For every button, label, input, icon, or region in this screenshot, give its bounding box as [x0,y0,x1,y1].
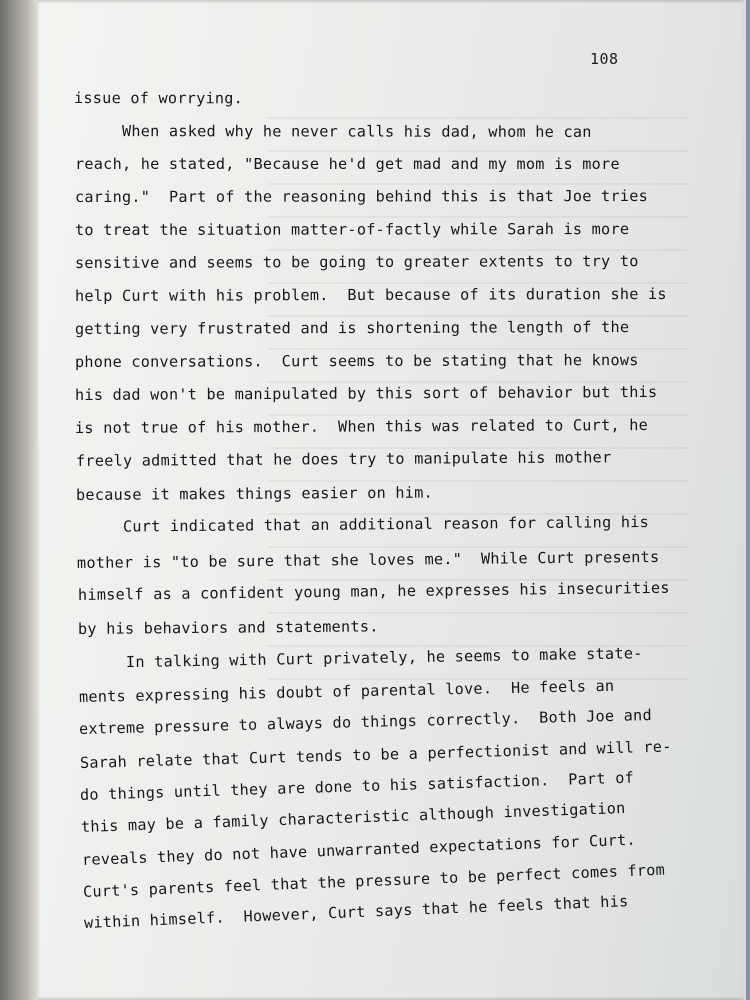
text-line: mother is "to be sure that she loves me." While Curt presents [76,547,660,572]
text-line: extreme pressure to always do things correctly. Both Joe and [78,706,653,738]
text-line: freely admitted that he does try to manipulate his mother [75,448,612,470]
text-line: himself as a confident young man, he expresses his insecurities [77,578,670,604]
text-line: When asked why he never calls his dad, whom he can [74,122,592,141]
text-line: ments expressing his doubt of parental love. He feels an [78,676,615,706]
text-line: getting very frustrated and is shortening the length of the [74,318,630,338]
text-line: In talking with Curt privately, he seems to make state- [78,644,643,672]
text-line: by his behaviors and statements. [77,617,379,638]
document-page [38,0,746,1000]
text-line: Curt's parents feel that the pressure to be perfect comes from [82,860,666,901]
text-line: caring." Part of the reasoning behind this is that Joe tries [74,186,649,206]
text-line: to treat the situation matter-of-factly while Sarah is more [74,220,630,239]
page-edge [740,0,746,1000]
text-line: Sarah relate that Curt tends to be a perfectionist and will re- [79,737,672,772]
text-line: because it makes things easier on him. [75,483,434,504]
text-line: this may be a family characteristic although investigation [80,798,626,836]
text-line: his dad won't be manipulated by this sort of behavior but this [74,382,658,404]
text-line: phone conversations. Curt seems to be stating that he knows [74,351,639,371]
text-line: issue of worrying. [73,89,244,108]
text-line: sensitive and seems to be going to greater extents to try to [74,252,639,272]
page-number: 108 [590,50,619,68]
text-line: Curt indicated that an additional reason for calling his [75,512,650,536]
text-line: help Curt with his problem. But because of its duration she is [74,284,667,305]
text-line: within himself. However, Curt says that he feels that his [83,892,629,932]
text-line: do things until they are done to his satisfaction. Part of [79,768,635,804]
text-line: is not true of his mother. When this was related to Curt, he [74,415,649,437]
text-line: reveals they do not have unwarranted expectations for Curt. [81,830,637,869]
text-line: reach, he stated, "Because he'd get mad and my mom is more [75,155,620,173]
